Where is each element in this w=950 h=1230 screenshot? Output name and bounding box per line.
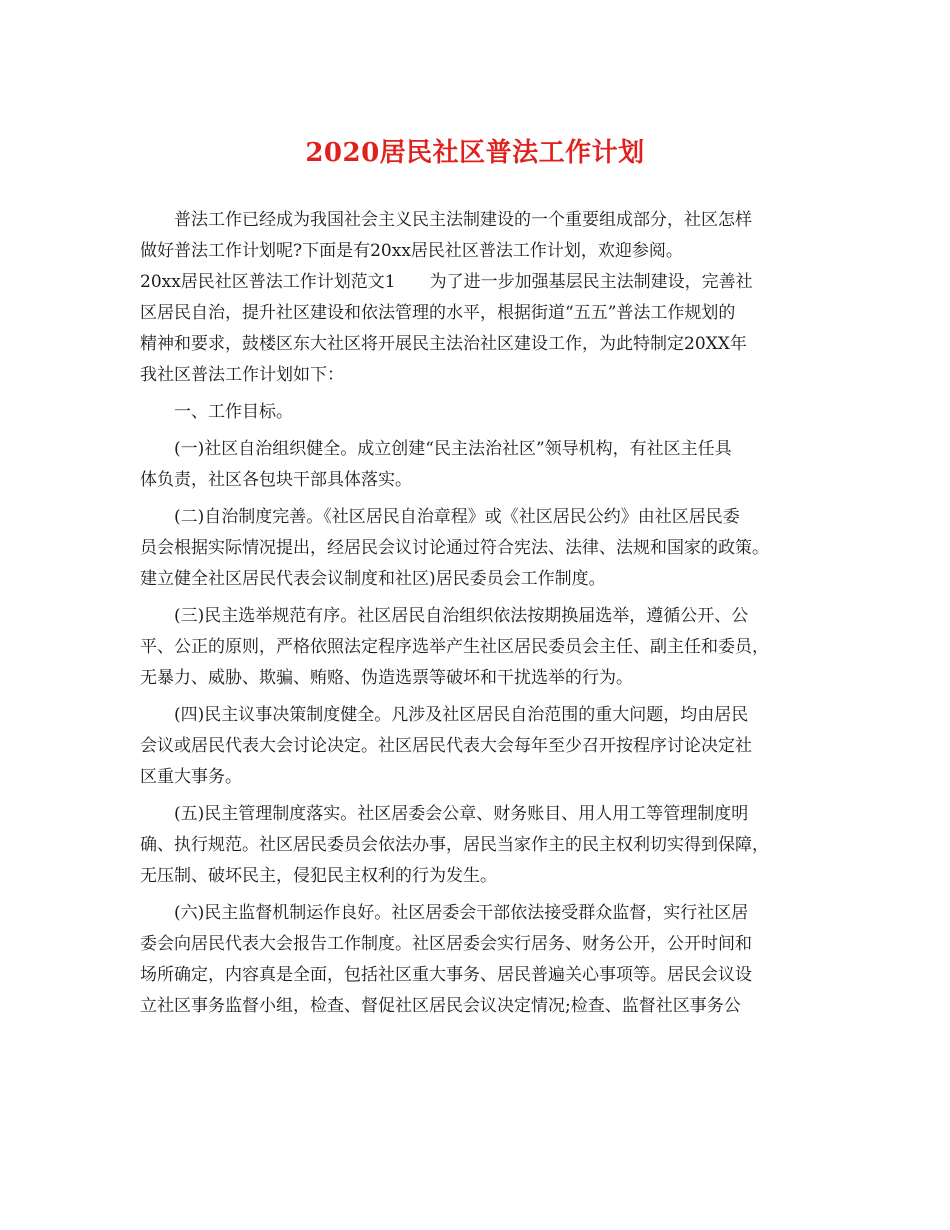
text-line: 体负责，社区各包块干部具体落实。 xyxy=(140,470,412,490)
section-heading: 一、工作目标。 xyxy=(174,402,293,422)
text-line: 场所确定，内容真是全面，包括社区重大事务、居民普遍关心事项等。居民会议设 xyxy=(140,965,752,985)
text-line: 精神和要求，鼓楼区东大社区将开展民主法治社区建设工作，为此特制定20XX年 xyxy=(140,334,747,354)
text-line: 无暴力、威胁、欺骗、贿赂、伪造选票等破坏和干扰选举的行为。 xyxy=(140,668,633,688)
document-body xyxy=(140,205,820,1022)
text-line: 做好普法工作计划呢?下面是有20xx居民社区普法工作计划，欢迎参阅。 xyxy=(140,241,683,261)
text-line: 无压制、破坏民主，侵犯民主权利的行为发生。 xyxy=(140,866,497,886)
text-line: 委会向居民代表大会报告工作制度。社区居委会实行居务、财务公开，公开时间和 xyxy=(140,934,752,954)
text-line: 区居民自治，提升社区建设和依法管理的水平，根据街道“五五”普法工作规划的 xyxy=(140,303,736,323)
text-line: 会议或居民代表大会讨论决定。社区居民代表大会每年至少召开按程序讨论决定社 xyxy=(140,736,752,756)
text-line: 建立健全社区居民代表会议制度和社区)居民委员会工作制度。 xyxy=(140,569,606,589)
text-line: (二)自治制度完善。《社区居民自治章程》或《社区居民公约》由社区居民委 xyxy=(174,507,740,527)
text-line: (六)民主监督机制运作良好。社区居委会干部依法接受群众监督，实行社区居 xyxy=(174,903,749,923)
document-title: 2020居民社区普法工作计划 xyxy=(305,138,645,168)
text-line: 20xx居民社区普法工作计划范文1 为了进一步加强基层民主法制建设，完善社 xyxy=(140,272,753,292)
text-line: 普法工作已经成为我国社会主义民主法制建设的一个重要组成部分，社区怎样 xyxy=(174,210,752,230)
text-line: (三)民主选举规范有序。社区居民自治组织依法按期换届选举，遵循公开、公 xyxy=(174,606,749,626)
text-line: 员会根据实际情况提出，经居民会议讨论通过符合宪法、法律、法规和国家的政策。 xyxy=(140,538,769,558)
text-line: (一)社区自治组织健全。成立创建“民主法治社区”领导机构，有社区主任具 xyxy=(174,439,732,459)
text-line: 确、执行规范。社区居民委员会依法办事，居民当家作主的民主权利切实得到保障， xyxy=(140,835,769,855)
text-line: 区重大事务。 xyxy=(140,767,242,787)
text-line: 平、公正的原则，严格依照法定程序选举产生社区居民委员会主任、副主任和委员， xyxy=(140,637,769,657)
text-line: (五)民主管理制度落实。社区居委会公章、财务账目、用人用工等管理制度明 xyxy=(174,804,749,824)
text-line: 我社区普法工作计划如下： xyxy=(140,365,344,385)
text-line: (四)民主议事决策制度健全。凡涉及社区居民自治范围的重大问题，均由居民 xyxy=(174,705,749,725)
text-line: 立社区事务监督小组，检查、督促社区居民会议决定情况;检查、监督社区事务公 xyxy=(140,996,741,1016)
